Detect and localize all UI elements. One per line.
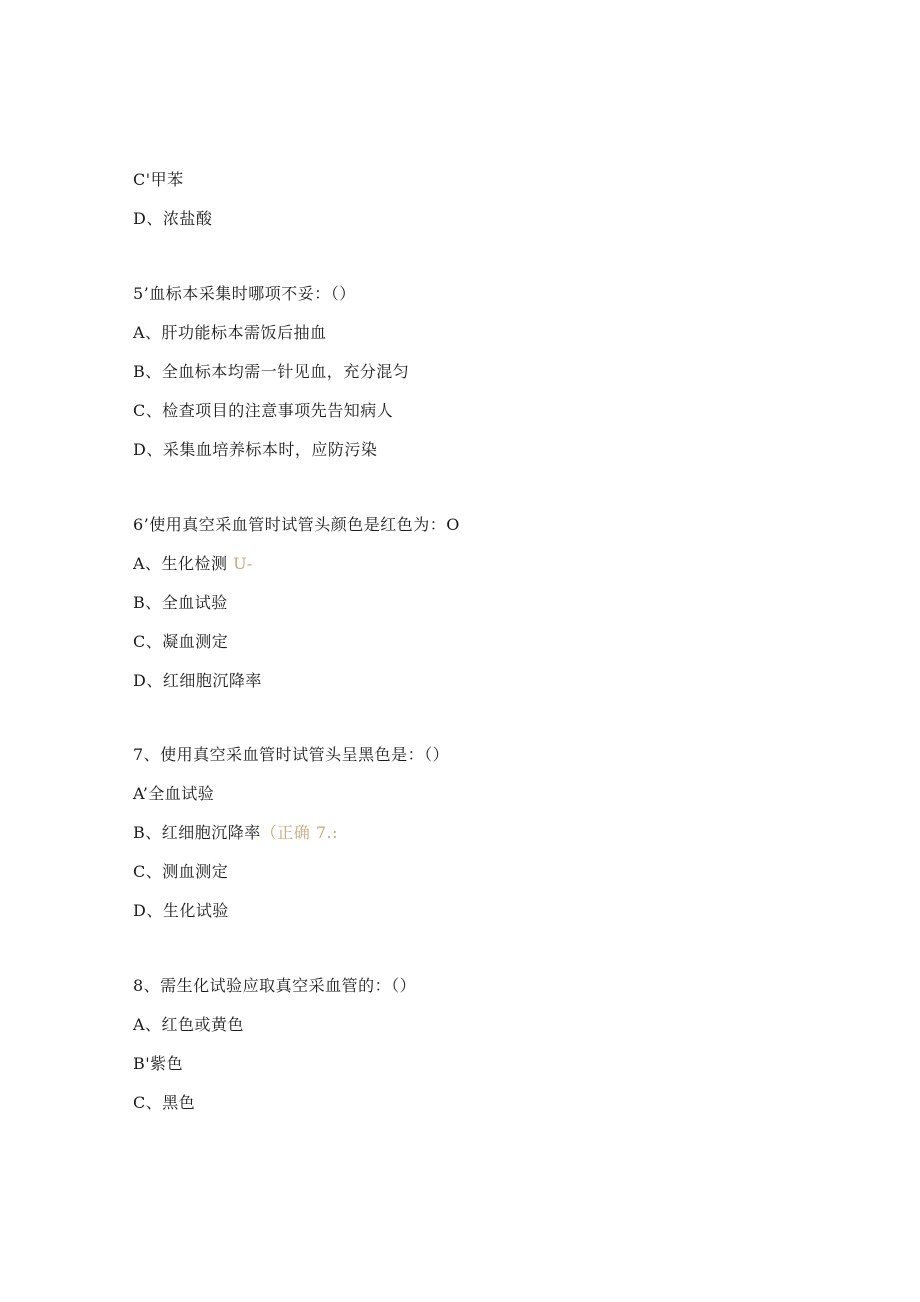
- q6-option-c: C、凝血测定: [133, 632, 229, 651]
- q4-option-c: C'甲苯: [133, 170, 184, 189]
- q6-option-b: B、全血试验: [133, 593, 228, 612]
- q8-option-a: A、红色或黄色: [133, 1015, 245, 1034]
- q6-option-a-annotation: U-: [233, 554, 253, 573]
- q7-option-b-annotation: （正确 7.:: [260, 823, 339, 842]
- q6-question: 6’使用真空采血管时试管头颜色是红色为：O: [133, 515, 460, 534]
- q6-option-a-row: [133, 554, 253, 574]
- q7-option-a: A’全血试验: [133, 784, 215, 803]
- q7-option-b-row: [133, 823, 338, 843]
- q7-option-b: B、红细胞沉降率: [133, 823, 261, 842]
- q6-option-d: D、红细胞沉降率: [133, 671, 262, 690]
- q8-option-c: C、黑色: [133, 1093, 196, 1112]
- q5-question: 5’血标本采集时哪项不妥：（）: [133, 284, 356, 303]
- q7-question: 7、使用真空采血管时试管头呈黑色是：（）: [133, 745, 450, 764]
- q7-option-d: D、生化试验: [133, 901, 229, 920]
- q8-question: 8、需生化试验应取真空采血管的：（）: [133, 976, 417, 995]
- q5-option-b: B、全血标本均需一针见血，充分混匀: [133, 362, 410, 381]
- q6-option-a: A、生化检测: [133, 554, 228, 573]
- q7-option-c: C、测血测定: [133, 862, 229, 881]
- q4-option-d: D、浓盐酸: [133, 209, 213, 228]
- q5-option-d: D、采集血培养标本时，应防污染: [133, 440, 378, 459]
- q8-option-b: B'紫色: [133, 1054, 184, 1073]
- q5-option-c: C、检查项目的注意事项先告知病人: [133, 401, 394, 420]
- q5-option-a: A、肝功能标本需饭后抽血: [133, 323, 327, 342]
